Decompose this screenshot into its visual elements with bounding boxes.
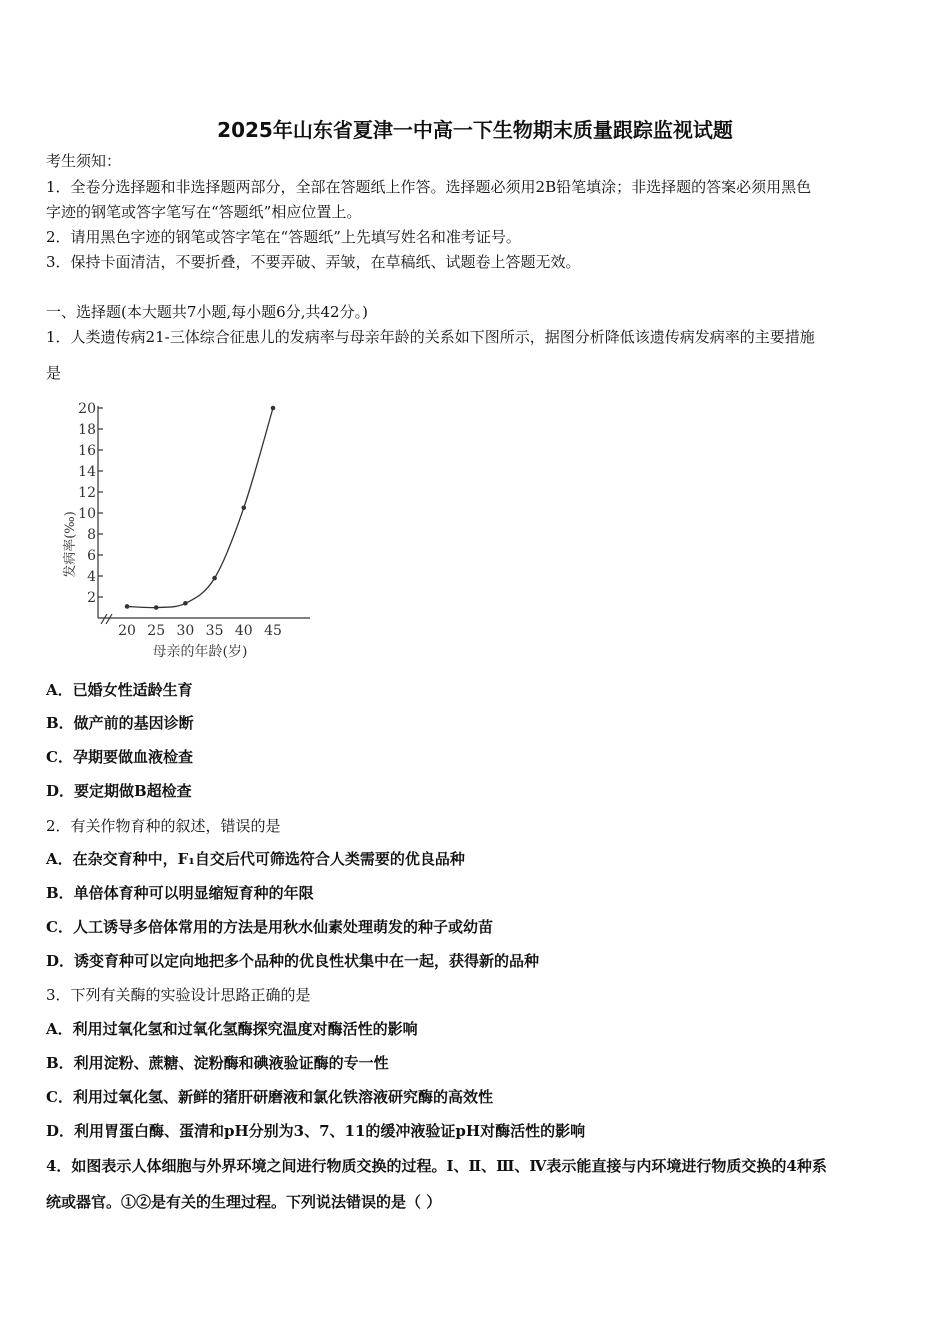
notice-heading: 考生须知： <box>46 152 122 170</box>
y-tick-label: 12 <box>78 485 96 501</box>
data-point <box>242 505 247 510</box>
option: C．人工诱导多倍体常用的方法是用秋水仙素处理萌发的种子或幼苗 <box>46 918 493 936</box>
x-tick-label: 35 <box>205 623 224 639</box>
question-stem: 2．有关作物育种的叙述，错误的是 <box>46 817 281 835</box>
y-tick-label: 8 <box>87 527 96 543</box>
question-stem: 4．如图表示人体细胞与外界环境之间进行物质交换的过程。Ⅰ、Ⅱ、Ⅲ、Ⅳ表示能直接与内环境进行物质交换的4种系 <box>46 1157 827 1175</box>
question-stem: 1．人类遗传病21-三体综合征患儿的发病率与母亲年龄的关系如下图所示，据图分析降低该遗传病发病率的主要措施 <box>46 328 815 346</box>
incidence-curve <box>127 408 273 608</box>
y-tick-label: 18 <box>78 422 96 438</box>
option: A．在杂交育种中，F₁自交后代可筛选符合人类需要的优良品种 <box>46 850 465 868</box>
option: A．利用过氧化氢和过氧化氢酶探究温度对酶活性的影响 <box>46 1020 418 1038</box>
y-tick-label: 16 <box>78 443 96 459</box>
option: D．诱变育种可以定向地把多个品种的优良性状集中在一起，获得新的品种 <box>46 952 540 970</box>
data-point <box>271 406 276 411</box>
option: B．利用淀粉、蔗糖、淀粉酶和碘液验证酶的专一性 <box>46 1054 389 1072</box>
notice-line: 2．请用黑色字迹的钢笔或答字笔在“答题纸”上先填写姓名和准考证号。 <box>46 228 521 246</box>
y-axis-label: 发病率(‰) <box>63 511 78 578</box>
x-tick-label: 25 <box>147 623 166 639</box>
y-tick-label: 20 <box>78 401 96 417</box>
x-tick-label: 30 <box>176 623 195 639</box>
page-title: 2025年山东省夏津一中高一下生物期末质量跟踪监视试题 <box>217 118 733 142</box>
option: C．利用过氧化氢、新鲜的猪肝研磨液和氯化铁溶液研究酶的高效性 <box>46 1088 493 1106</box>
option: B．单倍体育种可以明显缩短育种的年限 <box>46 884 314 902</box>
option: D．利用胃蛋白酶、蛋清和pH分别为3、7、11的缓冲液验证pH对酶活性的影响 <box>46 1122 586 1140</box>
x-tick-label: 45 <box>264 623 282 639</box>
notice-line: 1．全卷分选择题和非选择题两部分，全部在答题纸上作答。选择题必须用2B铅笔填涂；非选择题的答案必须用黑色 <box>46 178 812 196</box>
question-stem: 统或器官。①②是有关的生理过程。下列说法错误的是（ ） <box>46 1193 442 1211</box>
x-axis-label: 母亲的年龄(岁) <box>152 644 248 660</box>
notice-line: 字迹的钢笔或答字笔写在“答题纸”相应位置上。 <box>46 203 362 221</box>
data-point <box>154 605 159 610</box>
incidence-chart <box>40 390 330 670</box>
y-tick-label: 2 <box>87 590 96 606</box>
data-point <box>125 604 130 609</box>
option: D．要定期做B超检查 <box>46 782 192 800</box>
option: B．做产前的基因诊断 <box>46 714 194 732</box>
y-tick-label: 4 <box>87 569 96 585</box>
x-tick-label: 20 <box>118 623 136 639</box>
x-tick-label: 40 <box>234 623 253 639</box>
question-stem: 3．下列有关酶的实验设计思路正确的是 <box>46 986 311 1004</box>
question-stem: 是 <box>46 364 62 382</box>
axis-break-mark <box>101 614 112 624</box>
y-tick-label: 14 <box>78 464 96 480</box>
data-point <box>183 601 188 606</box>
option: A．已婚女性适龄生育 <box>46 681 193 699</box>
option: C．孕期要做血液检查 <box>46 748 193 766</box>
y-tick-label: 6 <box>87 548 96 564</box>
notice-line: 3．保持卡面清洁，不要折叠，不要弄破、弄皱，在草稿纸、试题卷上答题无效。 <box>46 253 581 271</box>
data-point <box>212 576 217 581</box>
y-tick-label: 10 <box>78 506 96 522</box>
section-heading: 一、选择题(本大题共7小题,每小题6分,共42分。) <box>46 303 368 321</box>
